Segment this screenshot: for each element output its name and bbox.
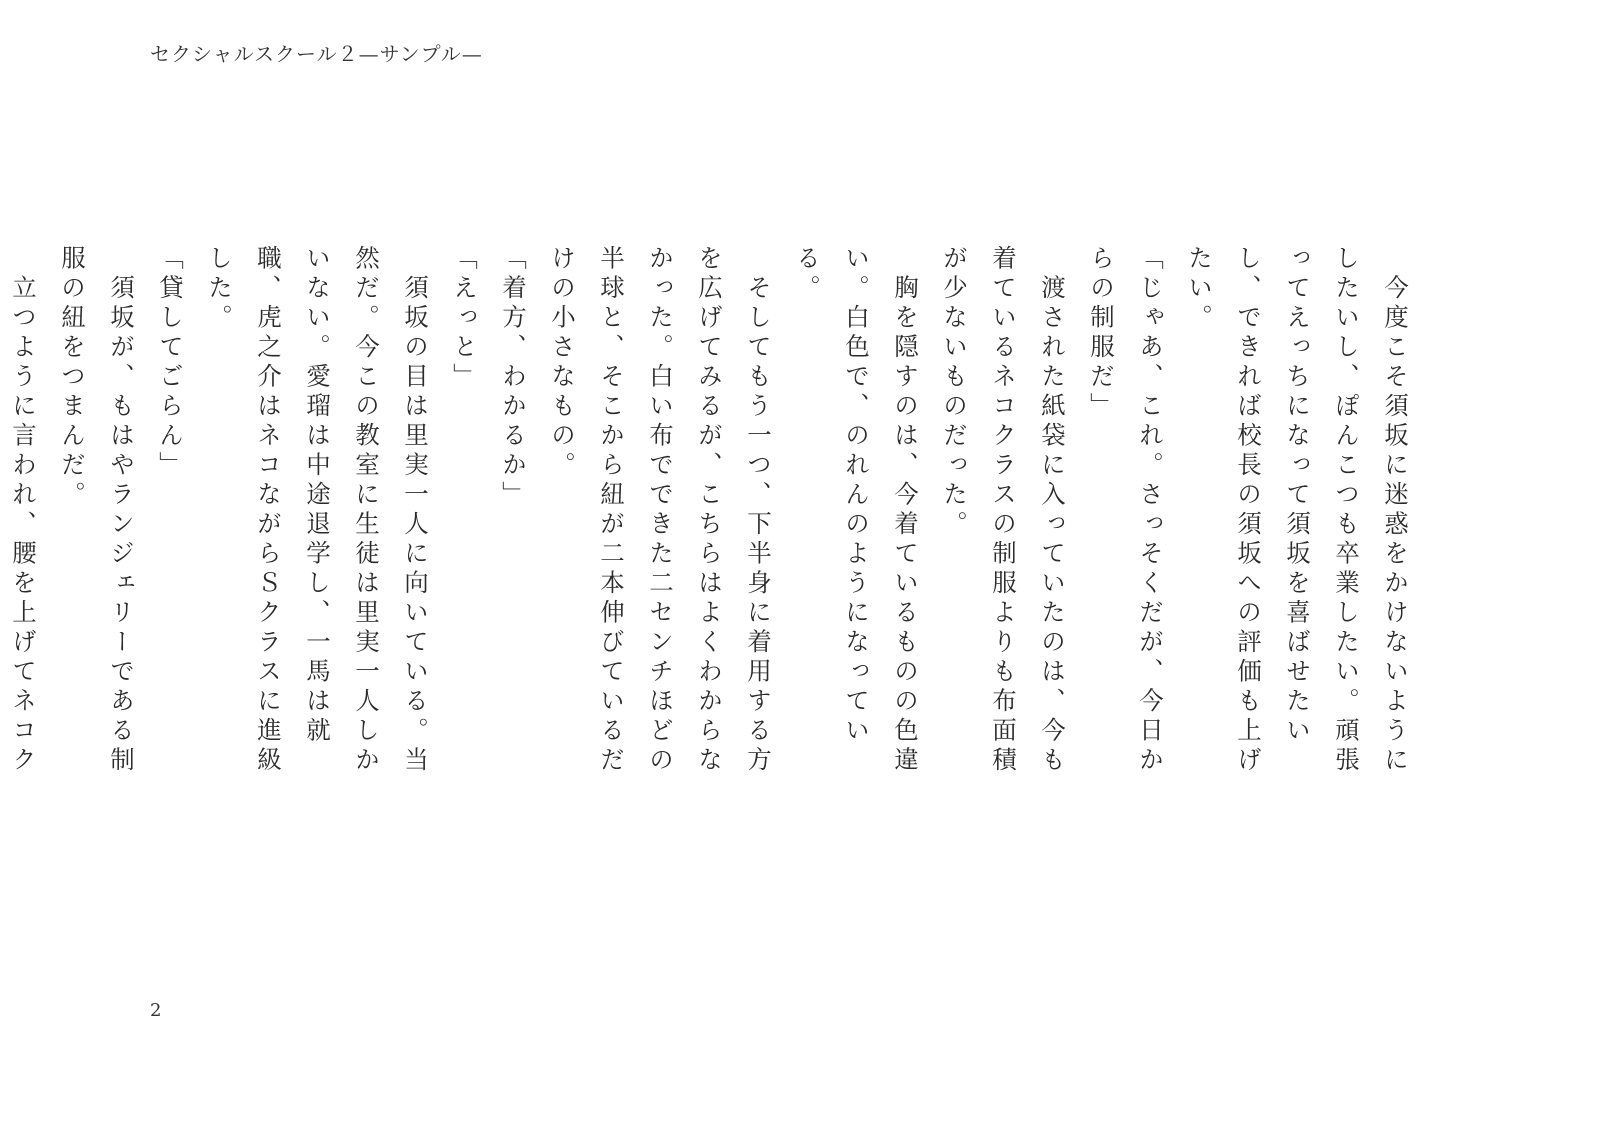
paragraph: 立つように言われ、腰を上げてネコク xyxy=(9,274,38,776)
paragraph: 胸を隠すのは、今着ているものの色違い。白色で、のれんのようになっている。 xyxy=(793,245,920,776)
paragraph: 「じゃあ、これ。さっそくだが、今日からの制服だ」 xyxy=(1087,245,1165,776)
vertical-body-text xyxy=(9,245,1420,805)
paragraph: 今度こそ須坂に迷惑をかけないようにしたいし、ぽんこつも卒業したい。頑張ってえっちになって須坂を喜ばせたいし、できれば校長の須坂への評価も上げたい。 xyxy=(1185,245,1410,776)
page-number: 2 xyxy=(150,1000,162,1021)
paragraph: 渡された紙袋に入っていたのは、今も着ているネコクラスの制服よりも布面積が少ないものだった。 xyxy=(940,245,1067,776)
paragraph: 「着方、わかるか」 xyxy=(499,245,528,511)
paragraph: そしてもう一つ、下半身に着用する方を広げてみるが、こちらはよくわからなかった。白い布でできた二センチほどの半球と、そこから紐が二本伸びているだけの小さなもの。 xyxy=(548,245,773,776)
paragraph: 須坂の目は里実一人に向いている。当然だ。今この教室に生徒は里実一人しかいない。愛瑠は中途退学し、一馬は就職、虎之介はネコながらＳクラスに進級した。 xyxy=(205,245,430,776)
paragraph: 「貸してごらん」 xyxy=(156,245,185,481)
paragraph: 須坂が、もはやランジェリーである制服の紐をつまんだ。 xyxy=(58,245,136,776)
paragraph: 「えっと」 xyxy=(450,245,479,393)
running-header: セクシャルスクール２—サンプル— xyxy=(150,42,483,66)
